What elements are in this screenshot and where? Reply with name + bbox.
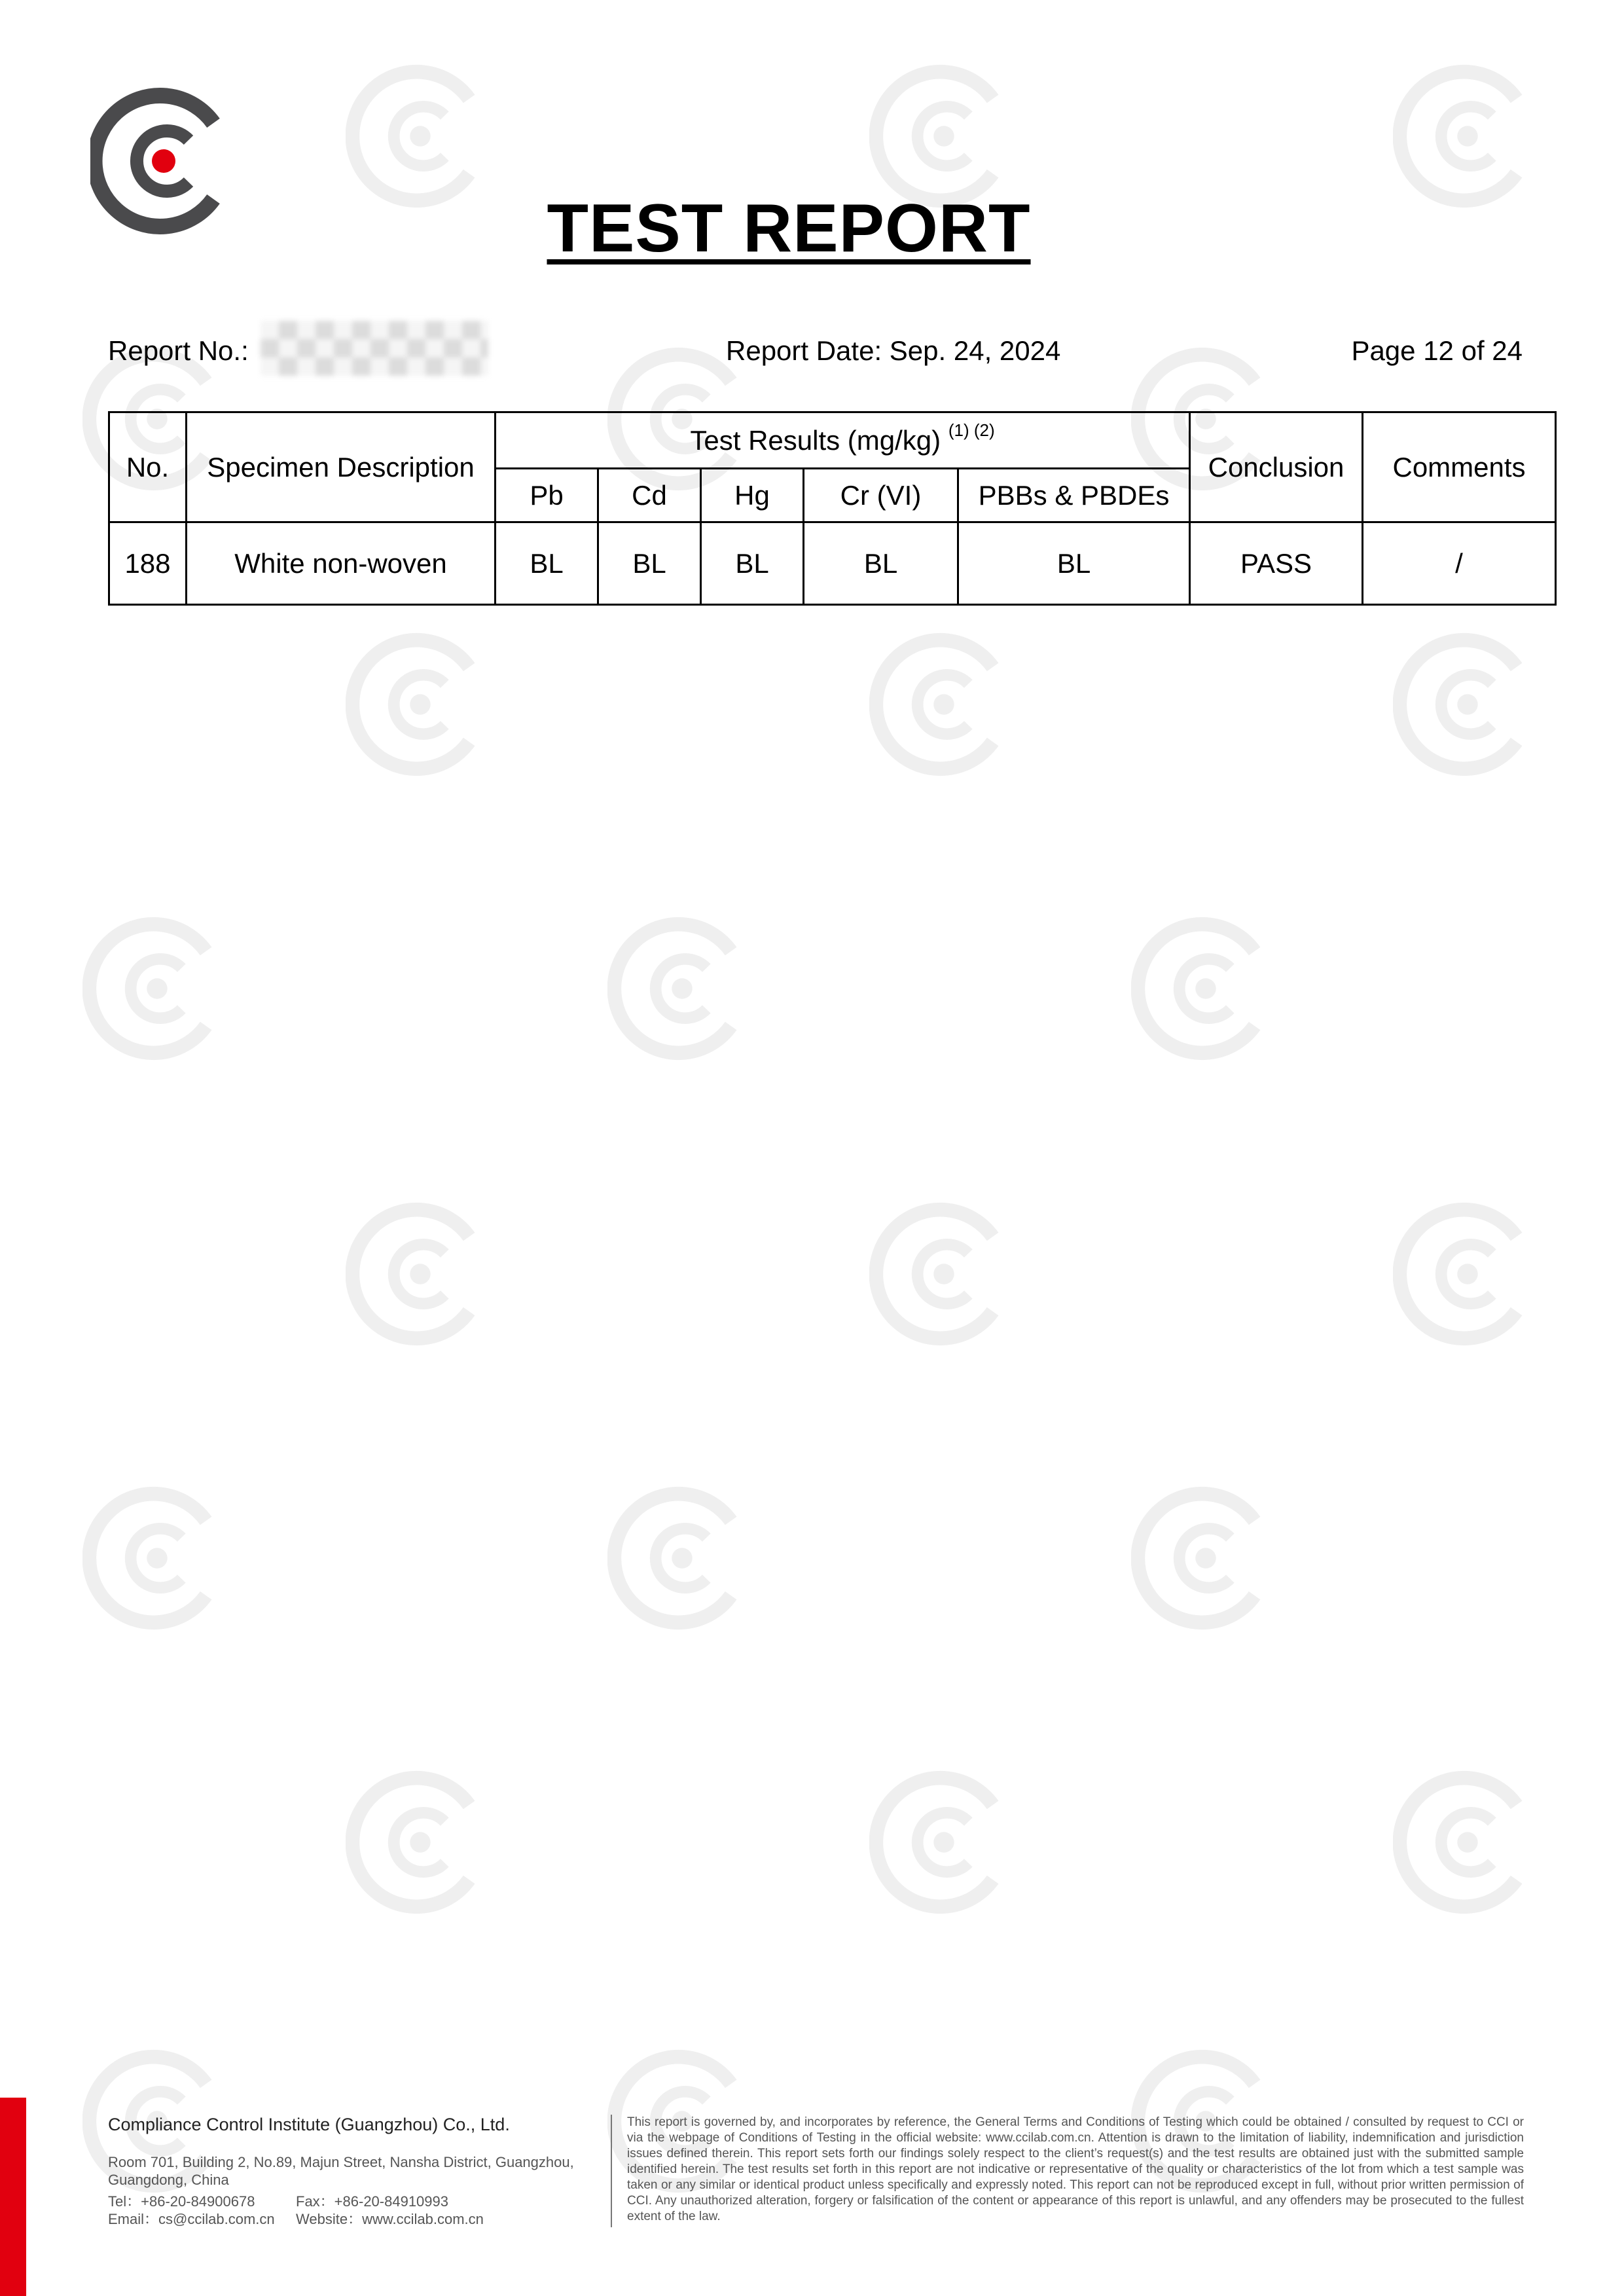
report-date: Report Date: Sep. 24, 2024 — [726, 335, 1061, 366]
header-pb: Pb — [496, 469, 598, 522]
cell-conclusion: PASS — [1190, 522, 1363, 605]
footer-address-1: Room 701, Building 2, No.89, Majun Street, Nansha District, Guangzhou, — [108, 2154, 574, 2170]
footer-website: Website：www.ccilab.com.cn — [296, 2211, 484, 2227]
cci-watermark-icon — [869, 63, 1016, 210]
cci-watermark-icon — [346, 1769, 492, 1916]
cell-hg: BL — [701, 522, 804, 605]
cci-watermark-icon — [607, 1485, 754, 1631]
footer-tel: Tel：+86-20-84900678 — [108, 2193, 255, 2210]
results-table — [108, 411, 1557, 606]
footer-address-2: Guangdong, China — [108, 2172, 229, 2188]
header-no: No. — [109, 412, 187, 522]
page-number: Page 12 of 24 — [1351, 335, 1523, 366]
cci-watermark-icon — [1393, 63, 1540, 210]
cci-watermark-icon — [1131, 915, 1278, 1062]
footer-fax: Fax：+86-20-84910993 — [296, 2193, 448, 2210]
cell-no: 188 — [109, 522, 187, 605]
header-comments: Comments — [1363, 412, 1556, 522]
cci-watermark-icon — [346, 1201, 492, 1347]
footer-company: Compliance Control Institute (Guangzhou) Co., Ltd. — [108, 2115, 510, 2134]
table-row — [109, 522, 1556, 605]
cci-watermark-icon — [1393, 1201, 1540, 1347]
cci-watermark-icon — [82, 915, 229, 1062]
footnote-markers: (1) (2) — [948, 420, 995, 440]
report-no-label: Report No.: — [108, 335, 249, 366]
header-pbbs-pbdes: PBBs & PBDEs — [958, 469, 1190, 522]
cci-watermark-icon — [1131, 1485, 1278, 1631]
cci-watermark-icon — [1393, 1769, 1540, 1916]
header-test-results — [496, 412, 1190, 469]
cell-pb: BL — [496, 522, 598, 605]
cci-watermark-icon — [869, 631, 1016, 778]
cell-cr-vi: BL — [804, 522, 958, 605]
cci-watermark-icon — [607, 915, 754, 1062]
footer-accent-bar — [0, 2098, 26, 2296]
cci-watermark-icon — [346, 631, 492, 778]
cci-watermark-icon — [1393, 631, 1540, 778]
cci-watermark-icon — [82, 1485, 229, 1631]
header-hg: Hg — [701, 469, 804, 522]
header-cd: Cd — [598, 469, 701, 522]
cell-cd: BL — [598, 522, 701, 605]
header-conclusion: Conclusion — [1190, 412, 1363, 522]
cell-comments: / — [1363, 522, 1556, 605]
cci-watermark-icon — [346, 63, 492, 210]
cell-pbbs-pbdes: BL — [958, 522, 1190, 605]
redacted-report-number — [261, 321, 488, 376]
cci-watermark-icon — [869, 1769, 1016, 1916]
header-cr-vi: Cr (VI) — [804, 469, 958, 522]
header-specimen: Specimen Description — [187, 412, 496, 522]
footer-divider — [611, 2115, 612, 2227]
page-title: TEST REPORT — [547, 191, 1031, 266]
footer-email: Email：cs@ccilab.com.cn — [108, 2211, 275, 2227]
cell-specimen: White non-woven — [187, 522, 496, 605]
footer-legal-text: This report is governed by, and incorporates by reference, the General Terms and Conditions of Testing which could be obtained / consulted by request to CCI or via the webpage of Conditions of Testing in the official website: www.ccilab.com.cn. Attention is drawn to the limitation of liability, indemnification and jurisdiction issues defined therein. This report sets forth our findings solely respect to the client’s request(s) and the test results are obtained just with the submitted sample identified herein. The test results set forth in this report are not indicative or representative of the quality or characteristics of the lot from which a test sample was taken or any similar or identical product unless specifically and expressly noted. This report can not be reproduced except in full, without prior written permission of CCI. Any unauthorized alteration, forgery or falsification of the content or appearance of this report is unlawful, and any offenders may be prosecuted to the fullest extent of the law. — [627, 2115, 1524, 2223]
header-test-results-label: Test Results (mg/kg) — [690, 425, 941, 456]
cci-watermark-icon — [869, 1201, 1016, 1347]
